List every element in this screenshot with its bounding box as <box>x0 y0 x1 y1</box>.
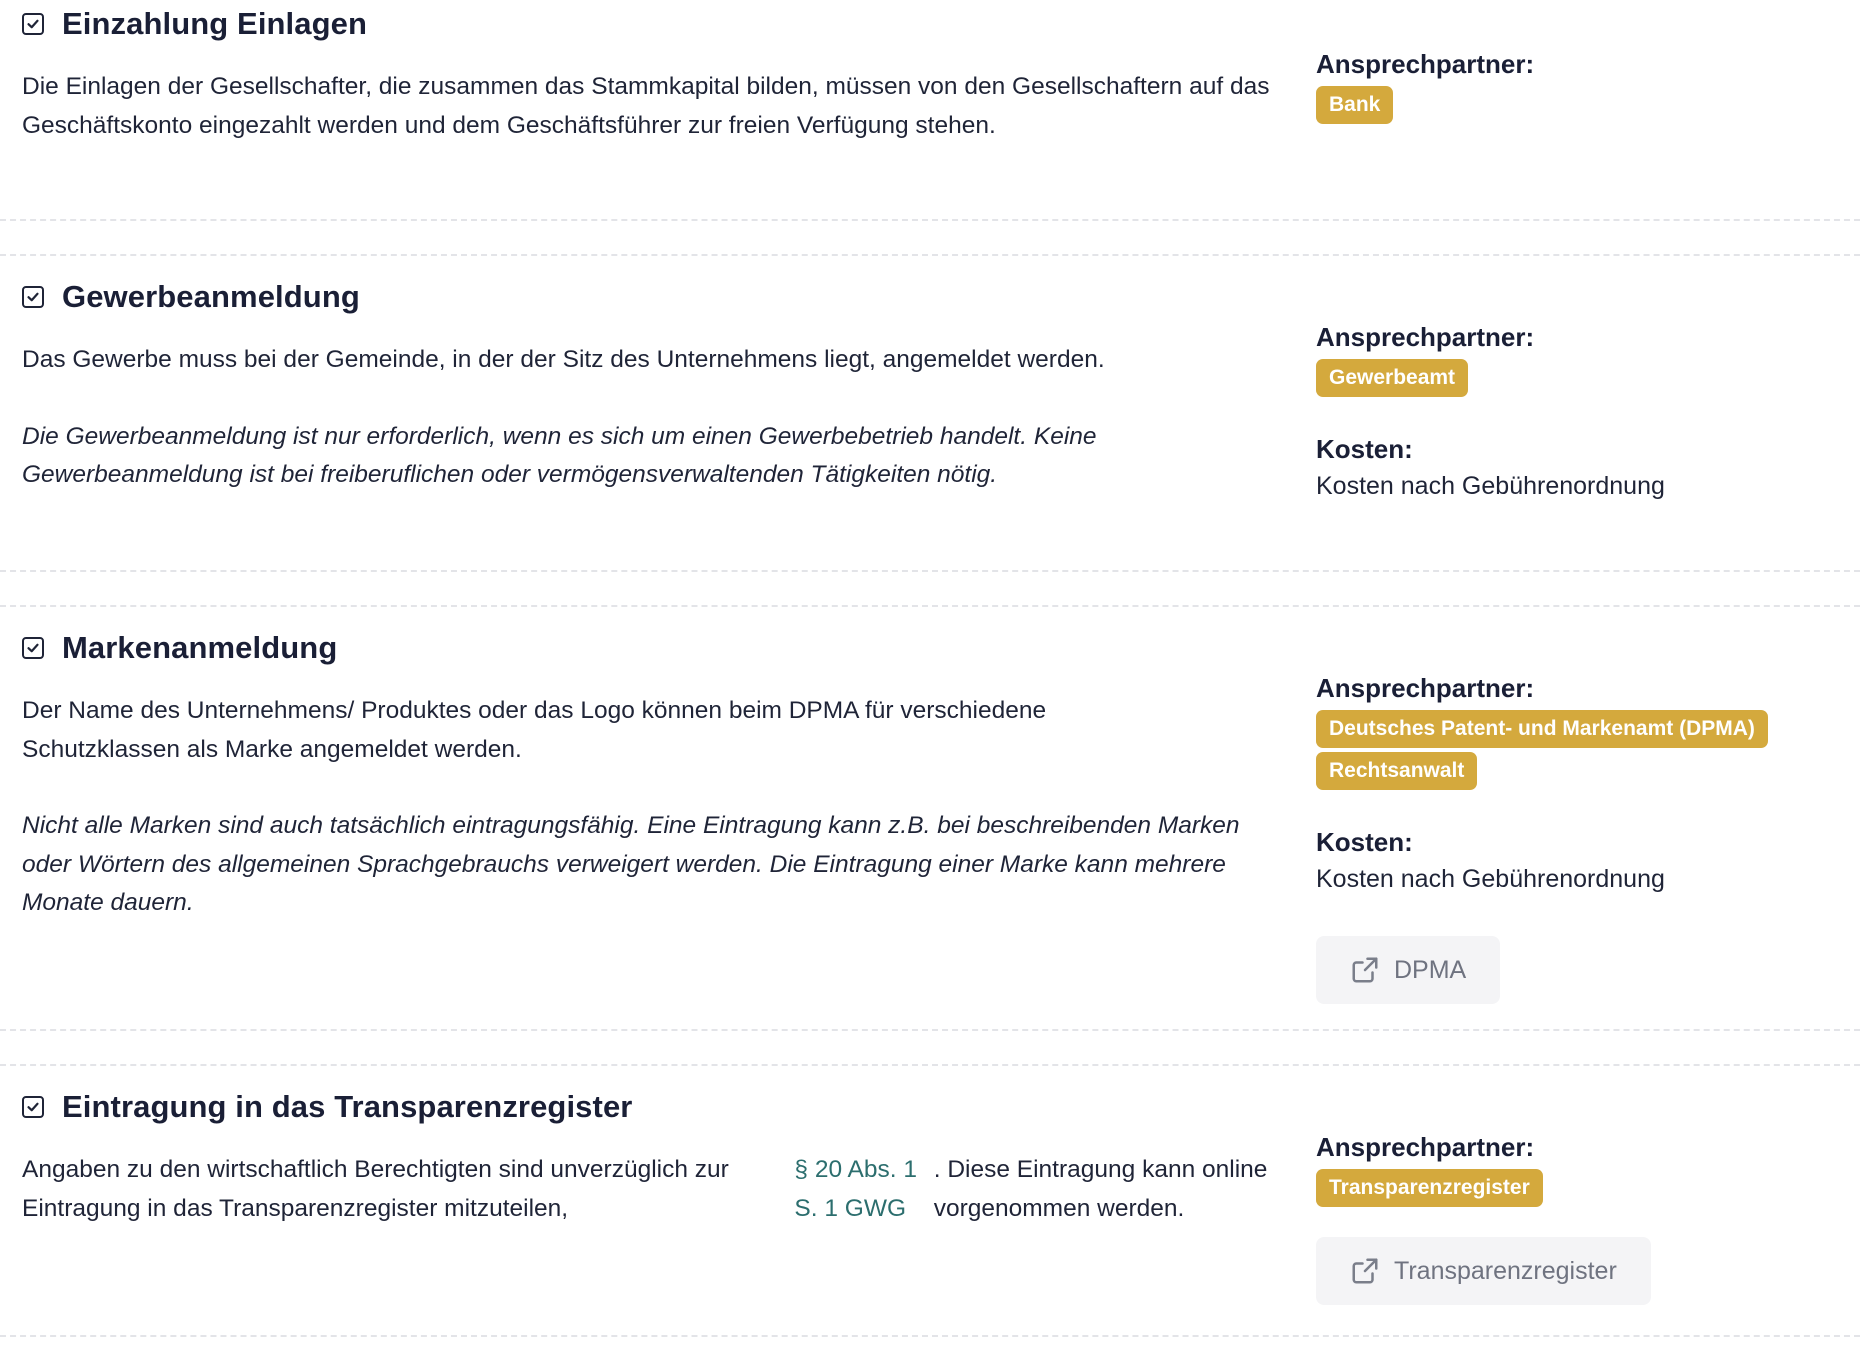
section-divider <box>0 254 1860 256</box>
contact-list <box>1316 710 1836 790</box>
section-title: Einzahlung Einlagen <box>62 6 368 41</box>
contact-badge-gewerbeamt[interactable]: Gewerbeamt <box>1316 359 1468 397</box>
section-description <box>22 1151 1292 1228</box>
contact-badge-dpma[interactable]: Deutsches Patent- und Markenamt (DPMA) <box>1316 710 1768 748</box>
section-description: Die Einlagen der Gesellschafter, die zusammen das Stammkapital bilden, müssen von den Gesellschaftern auf das Geschäftskonto eingezahlt werden und dem Geschäftsführer zur freien Verfügung stehen. <box>22 73 1270 139</box>
link-wrapper <box>1316 1237 1836 1305</box>
description-part-1: Angaben zu den wirtschaftlich Berechtigten sind unverzüglich zur Eintragung in das Transparenzregister mitzuteilen, <box>22 1156 729 1222</box>
section-main <box>22 628 1292 923</box>
cost-label: Kosten: <box>1316 827 1413 857</box>
section-heading <box>22 4 1292 44</box>
link-label: DPMA <box>1394 955 1467 984</box>
dpma-link-button[interactable] <box>1316 936 1500 1004</box>
contact-list <box>1316 359 1836 397</box>
contact-list <box>1316 86 1836 124</box>
external-link-icon <box>1350 1256 1380 1286</box>
section-divider <box>0 219 1860 221</box>
section-note: Nicht alle Marken sind auch tatsächlich eintragungsfähig. Eine Eintragung kann z.B. bei beschreibenden Marken oder Wörtern des allgemeinen Sprachgebrauchs verweigert werden. Die Eintragung einer Marke kann mehrere Monate dauern. <box>22 812 1240 916</box>
section-divider <box>0 605 1860 607</box>
checkbox-checked-icon[interactable] <box>22 637 44 659</box>
law-reference-link[interactable]: § 20 Abs. 1 S. 1 GWG <box>794 1156 917 1222</box>
contact-label: Ansprechpartner: <box>1316 1132 1535 1162</box>
section-note: Die Gewerbeanmeldung ist nur erforderlich, wenn es sich um einen Gewerbebetrieb handelt. Keine Gewerbeanmeldung ist bei freiberuflichen oder vermögensverwaltenden Tätigkeiten nötig. <box>22 422 1097 488</box>
section-heading <box>22 628 1292 668</box>
cost-value: Kosten nach Gebührenordnung <box>1316 865 1665 893</box>
link-label: Transparenzregister <box>1394 1256 1617 1285</box>
contact-label: Ansprechpartner: <box>1316 49 1535 79</box>
section-heading <box>22 277 1292 317</box>
section-title: Gewerbeanmeldung <box>62 279 360 314</box>
cost-value: Kosten nach Gebührenordnung <box>1316 472 1665 500</box>
section-divider <box>0 1335 1860 1337</box>
section-main <box>22 277 1292 495</box>
section-description: Der Name des Unternehmens/ Produktes oder das Logo können beim DPMA für verschiedene Schutzklassen als Marke angemeldet werden. <box>22 697 1047 763</box>
checkbox-checked-icon[interactable] <box>22 13 44 35</box>
section-main <box>22 1087 1292 1228</box>
checkbox-checked-icon[interactable] <box>22 1096 44 1118</box>
section-description: Das Gewerbe muss bei der Gemeinde, in der der Sitz des Unternehmens liegt, angemeldet werden. <box>22 346 1105 373</box>
link-wrapper <box>1316 936 1836 1004</box>
description-part-2: . Diese Eintragung kann online vorgenommen werden. <box>933 1156 1268 1222</box>
section-divider <box>0 1029 1860 1031</box>
contact-label: Ansprechpartner: <box>1316 322 1535 352</box>
external-link-icon <box>1350 955 1380 985</box>
section-divider <box>0 570 1860 572</box>
section-title: Markenanmeldung <box>62 630 338 665</box>
contact-badge-rechtsanwalt[interactable]: Rechtsanwalt <box>1316 752 1477 790</box>
section-main <box>22 4 1292 145</box>
cost-label: Kosten: <box>1316 434 1413 464</box>
section-heading <box>22 1087 1292 1127</box>
contact-label: Ansprechpartner: <box>1316 673 1535 703</box>
contact-badge-bank[interactable]: Bank <box>1316 86 1393 124</box>
transparenzregister-link-button[interactable] <box>1316 1237 1651 1305</box>
contact-list <box>1316 1169 1836 1207</box>
section-divider <box>0 1064 1860 1066</box>
section-title: Eintragung in das Transparenzregister <box>62 1089 633 1124</box>
contact-badge-transparenzregister[interactable]: Transparenzregister <box>1316 1169 1543 1207</box>
section-sidebar <box>1316 1129 1836 1305</box>
section-sidebar <box>1316 670 1836 1004</box>
section-sidebar <box>1316 46 1836 124</box>
section-sidebar <box>1316 319 1836 505</box>
checkbox-checked-icon[interactable] <box>22 286 44 308</box>
